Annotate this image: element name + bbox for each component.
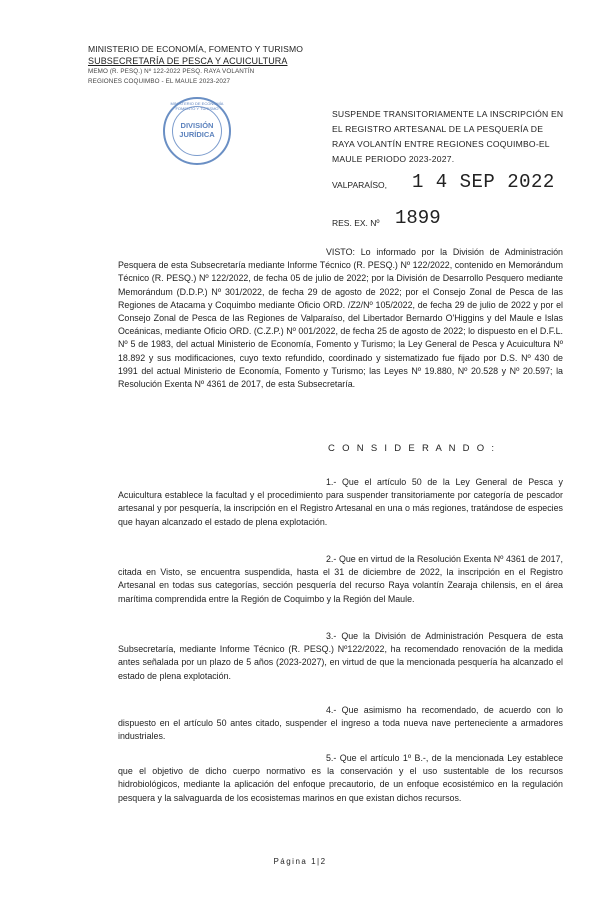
- stamp-text: [165, 121, 229, 139]
- item-4-text: lo dispuesto en el artículo 50 antes citado, suspender el ingreso a toda nueva nave perteneciente a armadores industriales.: [118, 705, 563, 742]
- subsecretaria-name: SUBSECRETARÍA DE PESCA Y ACUICULTURA: [88, 55, 288, 66]
- item-5-lead: 5.- Que el artículo 1º B.-, de la mencionada Ley: [326, 753, 522, 763]
- memo-reference-2: REGIONES COQUIMBO - EL MAULE 2023-2027: [88, 78, 231, 85]
- considerando-item-5: [118, 752, 563, 805]
- item-3-text: esta Subsecretaría, mediante Informe Técnico (R. PESQ.) Nº122/2022, ha recomendado renovación de la medida antes señalada por un plazo de 5 años (2023-2027), en virtud de que la mencionada pesquería ha alcanzado el estado de plena explotación.: [118, 631, 564, 681]
- item-1-lead: 1.- Que el artículo 50 de la Ley General de Pesca y: [326, 477, 563, 487]
- considerando-heading: C O N S I D E R A N D O :: [328, 443, 497, 454]
- item-2-text: 2017, citada en Visto, se encuentra suspendida, hasta el 31 de diciembre de 2022, la inscripción en el Registro Artesanal en todas sus categorías, sección pesquería del recurso Raya volantín Zearaja chilensis, en el área marítima comprendida entre la Región de Coquimbo y la Región del Maule.: [118, 554, 563, 604]
- page-number: Página 1|2: [273, 857, 327, 866]
- resolution-title: SUSPENDE TRANSITORIAMENTE LA INSCRIPCIÓN EN EL REGISTRO ARTESANAL DE LA PESQUERÍA DE RAYA VOLANTÍN ENTRE REGIONES COQUIMBO-EL MAULE PERIODO 2023-2027.: [332, 109, 564, 164]
- item-1-text: Acuicultura establece la facultad y el procedimiento para suspender transitoriamente por categoría de pescador artesanal y por pesquería, la inscripción en el Registro Artesanal en una o más regiones, tratándose de especies que hayan alcanzado el estado de plena explotación.: [118, 490, 563, 527]
- place-label: VALPARAÍSO,: [332, 180, 387, 190]
- considerando-item-2: [118, 553, 563, 606]
- item-4-lead: 4.- Que asimismo ha recomendado, de acuerdo con: [326, 705, 551, 715]
- visto-paragraph: [118, 246, 563, 391]
- date-stamp: 1 4 SEP 2022: [412, 171, 555, 193]
- visto-lead: VISTO:: [326, 247, 355, 257]
- visto-text: Lo informado por la División de Administración Pesquera de esta Subsecretaría mediante Informe Técnico (R. PESQ.) Nº 122/2022, contenido en Memorándum Técnico (R. PESQ.) Nº 122/2022, de fecha 05 de julio de 2022; por la División de Desarrollo Pesquero mediante Memorándum (D.D.P.) Nº 301/2022, de fecha 29 de agosto de 2022; por el Consejo Zonal de Pesca de las Regiones de Atacama y Coquimbo mediante Oficio ORD. /Z2/Nº 105/2022, de fecha 29 de julio de 2022 y por el Consejo Zonal de Pesca de las Regiones de Valparaíso, del Libertador Bernardo O'Higgins y del Maule e Islas Oceánicas, mediante Oficio ORD. (C.Z.P.) Nº 001/2022, de fecha 25 de agosto de 2022; lo dispuesto en el D.F.L. Nº 5 de 1983, del actual Ministerio de Economía, Fomento y Turismo; la Ley General de Pesca y Acuicultura Nº 18.892 y sus modificaciones, cuyo texto refundido, coordinado y sistematizado fue fijado por D.S. Nº 430 de 1991 del actual Ministerio de Economía, Fomento y Turismo; las Leyes Nº 19.880, Nº 20.528 y Nº 20.597; la Resolución Exenta Nº 4361 de 2017, de esta Subsecretaría.: [118, 247, 563, 390]
- stamp-line-2: JURÍDICA: [179, 130, 215, 139]
- item-5-text: establece que el objetivo de dicho cuerpo normativo es la conservación y el uso sustentable de los recursos hidrobiológicos, mediante la aplicación del enfoque precautorio, de un enfoque ecosistémico en la regulación pesquera y la salvaguarda de los ecosistemas marinos en que existan dichos recursos.: [118, 753, 564, 803]
- stamp-line-1: DIVISIÓN: [180, 121, 214, 130]
- stamp-ring-text: MINISTERIO DE ECONOMÍA FOMENTO Y TURISMO: [170, 101, 224, 111]
- letterhead: [88, 44, 303, 87]
- considerando-item-3: [118, 630, 563, 683]
- item-3-lead: 3.- Que la División de Administración Pesquera de: [326, 631, 542, 641]
- resolution-label: RES. EX. Nº: [332, 218, 380, 228]
- considerando-item-4: [118, 704, 563, 744]
- ministry-name: MINISTERIO DE ECONOMÍA, FOMENTO Y TURISMO: [88, 44, 303, 54]
- item-2-lead: 2.- Que en virtud de la Resolución Exenta Nº 4361 de: [326, 554, 539, 564]
- memo-reference-1: MEMO (R. PESQ.) Nº 122-2022 PESQ. RAYA VOLANTÍN: [88, 68, 255, 75]
- considerando-item-1: [118, 476, 563, 529]
- resolution-number: 1899: [395, 207, 441, 229]
- division-juridica-stamp: [163, 97, 231, 165]
